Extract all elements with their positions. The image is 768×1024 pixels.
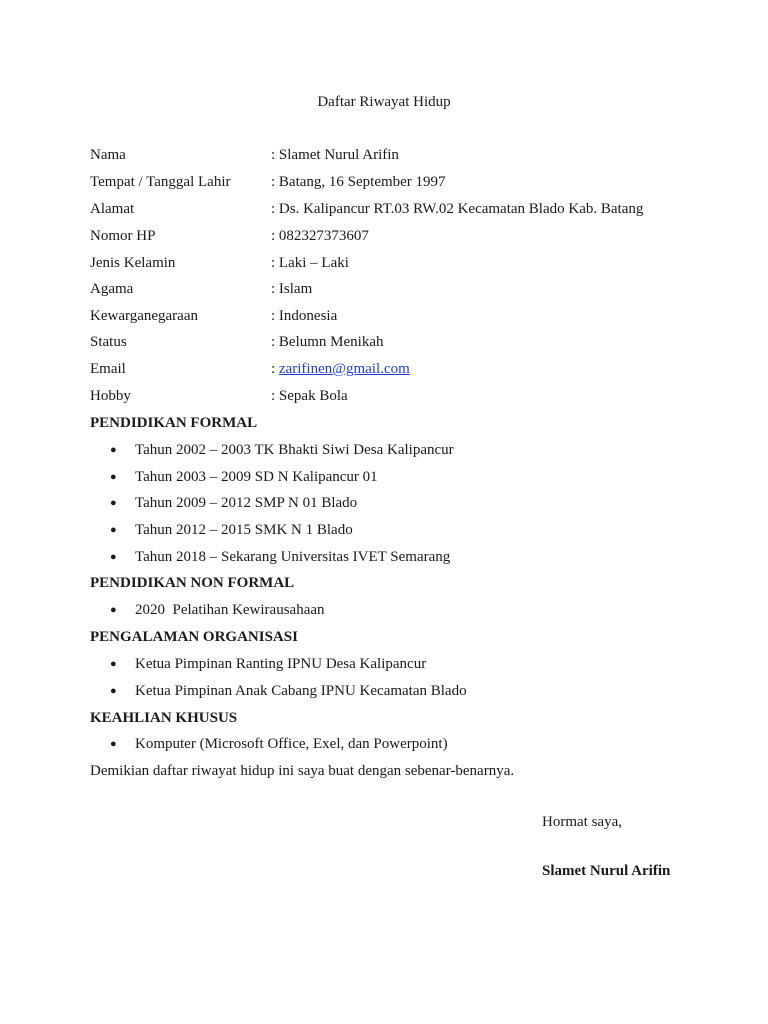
bullet-icon: ●: [110, 604, 117, 616]
info-label: Tempat / Tanggal Lahir: [90, 174, 231, 190]
email-prefix: :: [271, 361, 279, 377]
bullet-icon: ●: [110, 658, 117, 670]
bullet-icon: ●: [110, 738, 117, 750]
info-label: Email: [90, 361, 126, 377]
bullet-icon: ●: [110, 685, 117, 697]
info-value: : Batang, 16 September 1997: [271, 174, 446, 190]
bullet-icon: ●: [110, 444, 117, 456]
email-link[interactable]: zarifinen@gmail.com: [278, 361, 410, 377]
info-value: : Ds. Kalipancur RT.03 RW.02 Kecamatan Blado Kab. Batang: [271, 201, 644, 217]
info-value: : Belumn Menikah: [271, 334, 384, 350]
info-label: Kewarganegaraan: [90, 308, 198, 324]
info-value: [271, 359, 410, 379]
document-page: Daftar Riwayat Hidup Nama : Slamet Nurul Arifin Tempat / Tanggal Lahir : Batang, 16 September 1997 Alamat : Ds. Kalipancur RT.03 RW.02 Kecamatan Blado Kab. Batang Nomor HP : 082327373607 Jenis Kelamin : Laki – Laki Agama : Islam Kewarganegaraan : Indonesia Status : Belumn Menikah Email : zarifinen@gmail.com Hobby : Sepak Bola PENDIDIKAN FORMAL ● Tahun 2002 – 2003 TK Bhakti Siwi Desa Kalipancur ● Tahun 2003 – 2009 SD N Kalipancur 01 ● Tahun 2009 – 2012 SMP N 01 Blado ● Tahun 2012 – 2015 SMK N 1 Blado ● Tahun 2018 – Sekarang Universitas IVET Semarang PENDIDIKAN NON FORMAL ● 2020 Pelatihan Kewirausahaan PENGALAMAN ORGANISASI ● Ketua Pimpinan Ranting IPNU Desa Kalipancur ● Ketua Pimpinan Anak Cabang IPNU Kecamatan Blado KEAHLIAN KHUSUS ● Komputer (Microsoft Office, Exel, dan Powerpoint) Demikian daftar riwayat hidup ini saya buat dengan sebenar-benarnya. Hormat saya, Slamet Nurul Arifin: [0, 0, 768, 1024]
section-heading-pendidikan-non-formal: PENDIDIKAN NON FORMAL: [90, 575, 295, 591]
info-label: Jenis Kelamin: [90, 255, 176, 271]
info-value: : Slamet Nurul Arifin: [271, 147, 399, 163]
section-heading-pendidikan-formal: PENDIDIKAN FORMAL: [90, 415, 258, 431]
info-label: Nomor HP: [90, 228, 156, 244]
closing-statement: Demikian daftar riwayat hidup ini saya buat dengan sebenar-benarnya.: [90, 763, 515, 779]
section-heading-pengalaman-organisasi: PENGALAMAN ORGANISASI: [90, 629, 298, 645]
bullet-icon: ●: [110, 497, 117, 509]
signature-name: Slamet Nurul Arifin: [542, 863, 671, 879]
info-label: Agama: [90, 281, 134, 297]
section-heading-keahlian-khusus: KEAHLIAN KHUSUS: [90, 710, 238, 726]
bullet-icon: ●: [110, 471, 117, 483]
info-value: : Islam: [271, 281, 313, 297]
document-title: Daftar Riwayat Hidup: [317, 94, 451, 110]
info-value: : 082327373607: [271, 228, 369, 244]
info-label: Status: [90, 334, 127, 350]
info-value: : Indonesia: [271, 308, 338, 324]
info-label: Nama: [90, 147, 126, 163]
info-value: : Sepak Bola: [271, 388, 348, 404]
bullet-icon: ●: [110, 524, 117, 536]
info-label: Alamat: [90, 201, 135, 217]
signature-greeting: Hormat saya,: [542, 814, 622, 830]
info-value: : Laki – Laki: [271, 255, 349, 271]
info-label: Hobby: [90, 388, 131, 404]
bullet-icon: ●: [110, 551, 117, 563]
